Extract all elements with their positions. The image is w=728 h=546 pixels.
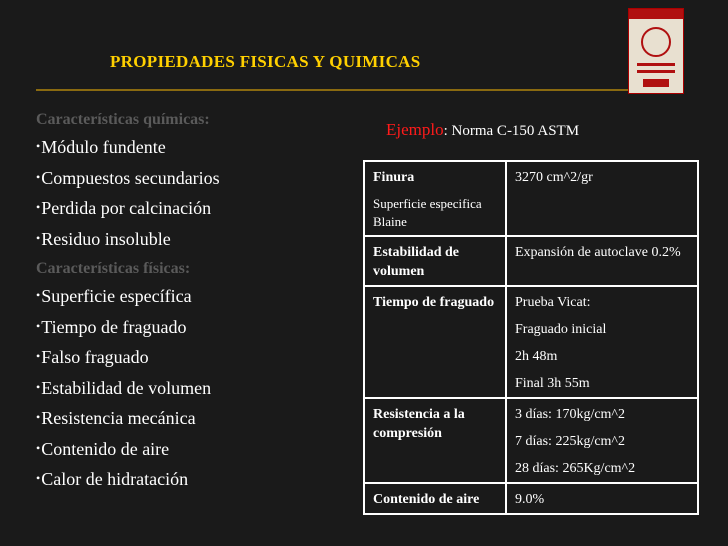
list-item [36,163,336,194]
bullet-icon: • [36,288,41,302]
list-item-label: Estabilidad de volumen [41,377,212,398]
value-line: 7 días: 225kg/cm^2 [515,434,626,449]
bullet-icon: • [36,349,41,363]
list-item [36,373,336,404]
table-row [364,286,698,398]
list-item [36,464,336,495]
bullet-icon: • [36,410,41,424]
value-line: 3 días: 170kg/cm^2 [515,407,626,422]
bullet-icon: • [36,471,41,485]
property-name: Resistencia a la compresión [373,407,465,441]
list-item-label: Residuo insoluble [41,228,171,249]
value-line: 9.0% [515,492,545,507]
example-caption [386,120,579,140]
bullet-icon: • [36,200,41,214]
physical-heading: Características físicas: [36,260,191,277]
value-cell [506,483,698,514]
property-name: Finura [373,170,415,185]
value-line: Expansión de autoclave 0.2% [515,245,681,260]
logo-seal [641,27,671,57]
property-cell [364,483,506,514]
property-name: Estabilidad de volumen [373,245,459,279]
property-cell [364,286,506,398]
bullet-icon: • [36,318,41,333]
bullet-icon: • [36,230,41,245]
logo-tag [643,79,669,87]
list-item-label: Tiempo de fraguado [41,316,187,337]
list-item [36,281,336,312]
property-name: Tiempo de fraguado [373,295,495,310]
list-item [36,403,336,434]
value-cell [506,398,698,483]
logo-bar [637,63,675,66]
value-line: Prueba Vicat: [515,295,591,310]
properties-list [36,108,336,495]
bullet-icon: • [36,139,41,153]
bullet-icon: • [36,169,41,184]
list-item-label: Contenido de aire [41,438,170,459]
title-divider [36,89,648,91]
table-row [364,236,698,286]
list-item [36,312,336,343]
table-row [364,161,698,236]
property-cell [364,236,506,286]
list-item [36,224,336,255]
list-item-label: Resistencia mecánica [41,408,196,428]
value-line: 28 días: 265Kg/cm^2 [515,461,636,476]
property-name: Contenido de aire [373,492,480,507]
logo-band [629,9,683,19]
list-item [36,132,336,163]
example-standard: Norma C-150 ASTM [451,123,580,139]
properties-table [363,160,699,515]
value-line: 2h 48m [515,349,558,364]
value-cell [506,161,698,236]
list-item-label: Compuestos secundarios [41,167,220,188]
value-cell [506,236,698,286]
value-line: 3270 cm^2/gr [515,170,593,185]
list-item [36,434,336,465]
list-item-label: Módulo fundente [41,137,166,157]
value-line: Final 3h 55m [515,376,590,391]
property-subtitle: Superficie especifica Blaine [373,196,482,229]
value-cell [506,286,698,398]
list-item-label: Superficie específica [41,286,192,306]
list-item-label: Falso fraguado [41,347,149,367]
example-colon: : [443,123,448,139]
example-label: Ejemplo [386,120,444,139]
table-row [364,398,698,483]
logo-bar [637,70,675,73]
chemical-heading: Características químicas: [36,111,210,128]
table-row [364,483,698,514]
bullet-icon: • [36,379,41,394]
value-line: Fraguado inicial [515,322,607,337]
list-item-label: Calor de hidratación [41,469,189,489]
bullet-icon: • [36,440,41,455]
list-item [36,193,336,224]
property-cell [364,161,506,236]
list-item [36,342,336,373]
property-cell [364,398,506,483]
page-title: PROPIEDADES FISICAS Y QUIMICAS [110,52,421,71]
cement-bag-icon [628,8,684,94]
list-item-label: Perdida por calcinación [41,198,212,218]
